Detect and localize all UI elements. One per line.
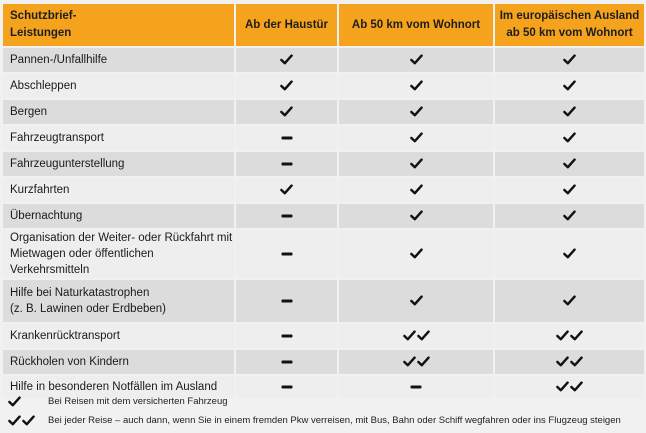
row-value-3 [495, 100, 644, 124]
dash-icon [410, 384, 422, 390]
row-value-3 [495, 230, 644, 278]
header-abroad: Im europäischen Ausland ab 50 km vom Wohnort [495, 4, 644, 46]
header-benefits: Schutzbrief- Leistungen [3, 4, 236, 46]
row-label: Hilfe in besonderen Notfällen im Ausland [3, 376, 236, 398]
checkmark-icon [410, 131, 423, 144]
row-value-2 [339, 178, 495, 202]
row-value-1 [236, 230, 339, 278]
row-label: Rückholen von Kindern [3, 350, 236, 374]
row-value-2 [339, 74, 495, 98]
checkmark-icon [410, 105, 423, 118]
row-value-2 [339, 48, 495, 72]
row-value-2 [339, 152, 495, 176]
row-label: Pannen-/Unfallhilfe [3, 48, 236, 72]
row-value-2 [339, 230, 495, 278]
table-row [3, 74, 644, 98]
checkmark-icon [563, 209, 576, 222]
dash-icon [281, 135, 293, 141]
dash-icon [281, 298, 293, 304]
header-50km: Ab 50 km vom Wohnort [339, 4, 495, 46]
row-value-1 [236, 280, 339, 322]
row-label: Fahrzeugunterstellung [3, 152, 236, 176]
checkmark-icon [410, 209, 423, 222]
row-value-3 [495, 324, 644, 348]
row-label: Abschleppen [3, 74, 236, 98]
row-value-3 [495, 126, 644, 150]
checkmark-icon [563, 157, 576, 170]
row-label: Kurzfahrten [3, 178, 236, 202]
double-checkmark-icon [556, 329, 583, 342]
row-value-2 [339, 100, 495, 124]
table-row [3, 204, 644, 228]
table-row [3, 230, 644, 278]
checkmark-icon [563, 79, 576, 92]
table-row [3, 280, 644, 322]
checkmark-icon [563, 183, 576, 196]
checkmark-icon [280, 183, 293, 196]
checkmark-icon [563, 247, 576, 260]
checkmark-icon [280, 105, 293, 118]
checkmark-icon [280, 53, 293, 66]
table-row [3, 152, 644, 176]
row-value-1 [236, 48, 339, 72]
row-label: Hilfe bei Naturkatastrophen (z. B. Lawinen oder Erdbeben) [3, 280, 236, 322]
row-value-1 [236, 100, 339, 124]
checkmark-icon [410, 294, 423, 307]
row-value-3 [495, 178, 644, 202]
dash-icon [281, 251, 293, 257]
legend-item-double [8, 411, 621, 430]
checkmark-icon [563, 53, 576, 66]
header-from-door: Ab der Haustür [236, 4, 339, 46]
row-value-1 [236, 350, 339, 374]
table-row [3, 178, 644, 202]
row-value-1 [236, 204, 339, 228]
checkmark-icon [410, 183, 423, 196]
table-row [3, 48, 644, 72]
row-value-3 [495, 350, 644, 374]
row-label: Bergen [3, 100, 236, 124]
double-checkmark-icon [556, 355, 583, 368]
row-value-1 [236, 178, 339, 202]
checkmark-icon [410, 247, 423, 260]
checkmark-icon [563, 131, 576, 144]
row-label: Übernachtung [3, 204, 236, 228]
checkmark-icon [563, 105, 576, 118]
dash-icon [281, 333, 293, 339]
row-value-2 [339, 204, 495, 228]
row-value-3 [495, 74, 644, 98]
row-value-1 [236, 324, 339, 348]
row-value-1 [236, 152, 339, 176]
table-row [3, 126, 644, 150]
benefits-table [3, 2, 644, 400]
legend-text: Bei Reisen mit dem versicherten Fahrzeug [48, 396, 228, 407]
double-checkmark-icon [8, 414, 48, 427]
row-value-3 [495, 152, 644, 176]
dash-icon [281, 213, 293, 219]
checkmark-icon [410, 79, 423, 92]
row-value-2 [339, 126, 495, 150]
legend [8, 392, 621, 430]
row-value-3 [495, 204, 644, 228]
row-label: Krankenrücktransport [3, 324, 236, 348]
row-value-1 [236, 74, 339, 98]
legend-item-single [8, 392, 621, 411]
legend-text: Bei jeder Reise – auch dann, wenn Sie in einem fremden Pkw verreisen, mit Bus, Bahn oder Schiff wegfahren oder ins Flugzeug steigen [48, 415, 621, 426]
double-checkmark-icon [403, 355, 430, 368]
row-value-2 [339, 324, 495, 348]
dash-icon [281, 384, 293, 390]
row-label: Fahrzeugtransport [3, 126, 236, 150]
table-row [3, 350, 644, 374]
checkmark-icon [410, 53, 423, 66]
row-value-2 [339, 280, 495, 322]
row-value-3 [495, 48, 644, 72]
dash-icon [281, 161, 293, 167]
checkmark-icon [280, 79, 293, 92]
table-row [3, 324, 644, 348]
dash-icon [281, 359, 293, 365]
double-checkmark-icon [403, 329, 430, 342]
checkmark-icon [410, 157, 423, 170]
row-value-3 [495, 280, 644, 322]
table-row [3, 100, 644, 124]
row-label: Organisation der Weiter- oder Rückfahrt mit Mietwagen oder öffentlichen Verkehrsmitteln [3, 230, 236, 278]
checkmark-icon [563, 294, 576, 307]
row-value-1 [236, 126, 339, 150]
table-header-row [3, 4, 644, 46]
row-value-2 [339, 350, 495, 374]
checkmark-icon [8, 395, 48, 408]
